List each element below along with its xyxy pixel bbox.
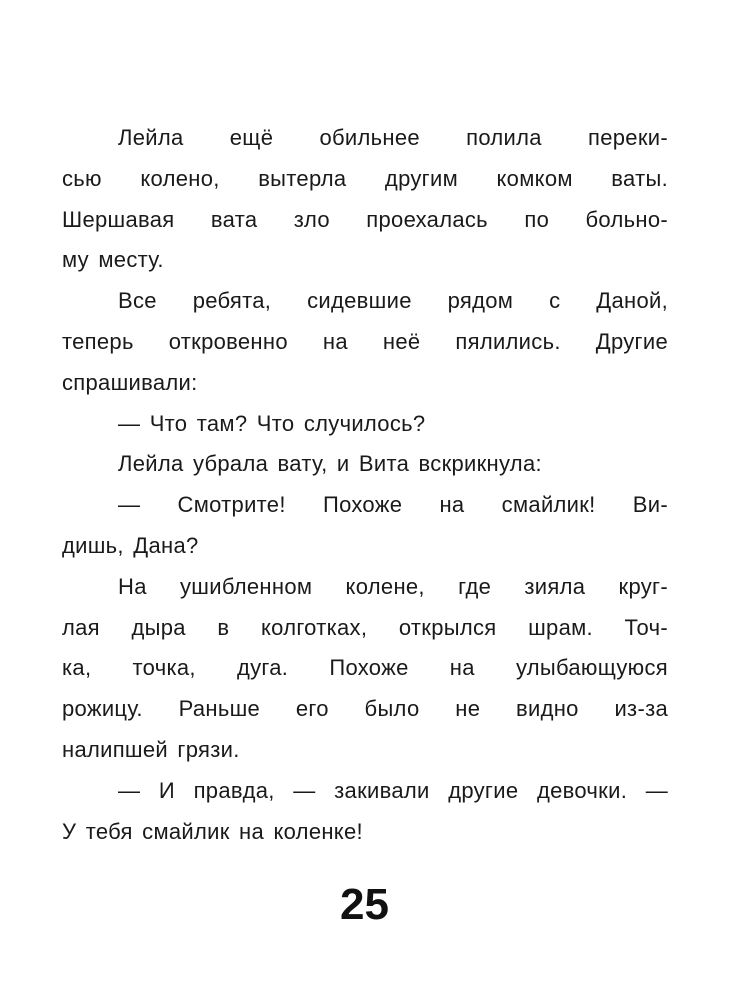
text-line: — Смотрите! Похоже на смайлик! Ви- bbox=[118, 492, 668, 518]
text-line: ка, точка, дуга. Похоже на улыбающуюся bbox=[62, 655, 668, 681]
text-line: лая дыра в колготках, открылся шрам. Точ- bbox=[62, 614, 668, 640]
text-line: Лейла ещё обильнее полила переки- bbox=[118, 125, 668, 150]
text-line: У тебя смайлик на коленке! bbox=[62, 818, 363, 844]
text-line: налипшей грязи. bbox=[62, 736, 240, 762]
text-line: — Что там? Что случилось? bbox=[118, 410, 426, 436]
text-line: теперь откровенно на неё пялились. Другие bbox=[62, 328, 668, 354]
text-line: му месту. bbox=[62, 247, 164, 273]
text-line: На ушибленном колене, где зияла круг- bbox=[118, 573, 668, 599]
body-text bbox=[62, 118, 668, 852]
text-line: — И правда, — закивали другие девочки. — bbox=[118, 777, 668, 803]
text-line: Шершавая вата зло проехалась по больно- bbox=[62, 206, 668, 232]
page-number: 25 bbox=[340, 880, 389, 929]
text-line: Лейла убрала вату, и Вита вскрикнула: bbox=[118, 451, 542, 477]
text-line: сью колено, вытерла другим комком ваты. bbox=[62, 165, 668, 191]
text-line: спрашивали: bbox=[62, 369, 198, 395]
text-line: дишь, Дана? bbox=[62, 532, 199, 558]
text-line: Все ребята, сидевшие рядом с Даной, bbox=[118, 288, 668, 314]
text-line: рожицу. Раньше его было не видно из-за bbox=[62, 696, 668, 722]
